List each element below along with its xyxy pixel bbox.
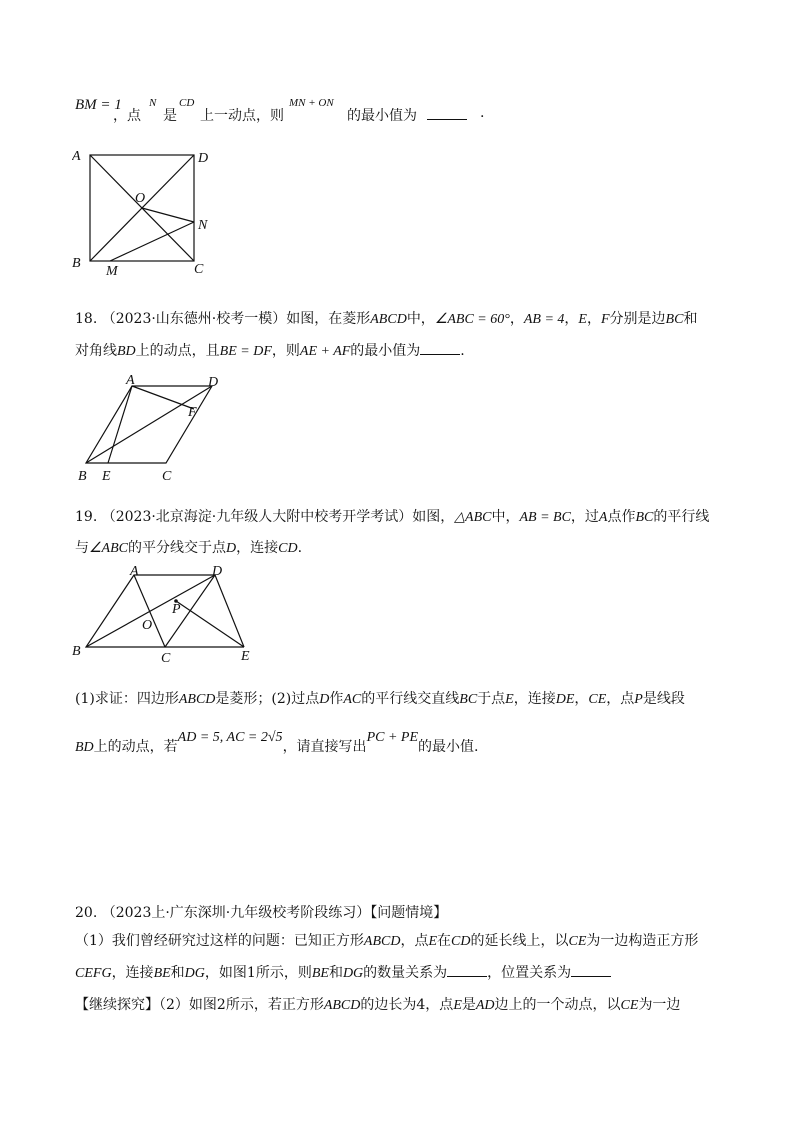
q19-part-text-6: ，连接 bbox=[513, 691, 556, 707]
q17-bm: BM = 1 bbox=[75, 97, 122, 113]
q20-text-2: ，点 bbox=[400, 933, 429, 949]
q17-label-d: D bbox=[198, 151, 209, 166]
q19-label-c: C bbox=[161, 651, 171, 663]
q18-be-df: BE = DF bbox=[219, 344, 272, 359]
q20-line4 bbox=[75, 994, 680, 1014]
q19-line2 bbox=[75, 537, 302, 557]
q19-angle: ∠ABC bbox=[89, 541, 128, 556]
q19-part-text-5: 于点 bbox=[477, 691, 506, 707]
q19-segment-de bbox=[215, 575, 244, 647]
q19-cd: CD bbox=[278, 541, 298, 556]
q20-abcd: ABCD bbox=[363, 934, 401, 949]
q20-ad: AD bbox=[475, 998, 495, 1013]
q19-ac: AC bbox=[343, 692, 362, 707]
q19-d2: D bbox=[319, 692, 330, 707]
q20-position-blank[interactable] bbox=[571, 962, 611, 977]
q18-number: 18. bbox=[75, 311, 98, 327]
q19-label-p: P bbox=[172, 602, 181, 617]
q20-number: 20. bbox=[75, 905, 98, 921]
q19-text-4: 点作 bbox=[607, 509, 636, 525]
q19-abcd: ABCD bbox=[178, 692, 216, 707]
q20-text-10: 的数量关系为 bbox=[363, 965, 448, 981]
q20-text-16: 为一边 bbox=[638, 997, 681, 1013]
q20-be: BE bbox=[153, 966, 171, 981]
q18-label-d: D bbox=[208, 375, 219, 390]
q17-label-b: B bbox=[72, 256, 81, 271]
q18-e: E bbox=[578, 312, 587, 327]
q19-pc-pe: PC + PE bbox=[366, 730, 419, 745]
q19-part-text-10: 上的动点，若 bbox=[93, 739, 178, 755]
q20-e: E bbox=[428, 934, 438, 949]
q19-text-9: . bbox=[297, 540, 303, 556]
q17-label-m: M bbox=[106, 264, 118, 275]
q20-text-14: 是 bbox=[461, 997, 476, 1013]
q19-part-text-1: (1)求证：四边形 bbox=[75, 691, 179, 707]
q19-condition: AD = 5, AC = 2√5 bbox=[177, 730, 283, 745]
q18-segment-af bbox=[132, 386, 194, 409]
q17-answer-blank[interactable] bbox=[427, 105, 467, 120]
q18-diagonal-bd bbox=[86, 386, 212, 463]
q20-line1 bbox=[75, 902, 447, 922]
q19-part-text-9: 是线段 bbox=[642, 691, 685, 707]
q18-text-4: 和 bbox=[683, 311, 698, 327]
q18-text-7: ，则 bbox=[271, 343, 300, 359]
q18-text-6: 上的动点，且 bbox=[135, 343, 220, 359]
q19-ab-bc: AB = BC bbox=[519, 510, 571, 525]
q18-text-8: 的最小值为 bbox=[350, 343, 421, 359]
q19-bc2: BC bbox=[459, 692, 478, 707]
q18-text-1: 如图，在菱形 bbox=[286, 311, 371, 327]
q19-figure bbox=[72, 563, 272, 663]
q18-line1 bbox=[75, 308, 697, 328]
q19-part-line1 bbox=[75, 688, 685, 708]
q19-label-o: O bbox=[142, 618, 153, 633]
q18-comma-2: ， bbox=[564, 311, 579, 327]
q17-comma-point: ，点 bbox=[113, 108, 141, 124]
q18-comma-1: ， bbox=[509, 311, 524, 327]
q20-text-7: 和 bbox=[170, 965, 185, 981]
q20-cefg: CEFG bbox=[75, 966, 112, 981]
q20-e2: E bbox=[453, 998, 462, 1013]
q19-e: E bbox=[505, 692, 514, 707]
q17-mn-on: MN + ON bbox=[289, 97, 334, 109]
q19-label-b: B bbox=[72, 644, 81, 659]
q20-text-13: 的边长为4，点 bbox=[360, 997, 454, 1013]
q19-part-text-11: ，请直接写出 bbox=[282, 739, 367, 755]
q20-quantity-blank[interactable] bbox=[447, 962, 487, 977]
q17-label-a: A bbox=[72, 149, 81, 164]
q19-text-3: ，过 bbox=[570, 509, 599, 525]
q20-ce: CE bbox=[568, 934, 587, 949]
q19-text-2: 中， bbox=[491, 509, 520, 525]
q18-bd: BD bbox=[117, 344, 136, 359]
q18-ab: AB = 4 bbox=[523, 312, 565, 327]
q18-period: . bbox=[460, 343, 465, 359]
q20-dg2: DG bbox=[342, 966, 364, 981]
q19-line1 bbox=[75, 506, 709, 526]
q17-label-n: N bbox=[198, 218, 208, 233]
q19-part-text-7: ， bbox=[574, 691, 589, 707]
q19-bd: BD bbox=[75, 740, 94, 755]
q20-text-11: ，位置关系为 bbox=[487, 965, 572, 981]
q18-line2 bbox=[75, 340, 465, 360]
q19-label-a: A bbox=[130, 564, 139, 579]
q20-dg: DG bbox=[184, 966, 205, 981]
q19-part-text-4: 的平行线交直线 bbox=[361, 691, 460, 707]
q19-part-text-12: 的最小值. bbox=[418, 739, 479, 755]
q19-d: D bbox=[226, 541, 237, 556]
q18-label-e: E bbox=[102, 469, 111, 482]
q18-bc: BC bbox=[665, 312, 684, 327]
q17-figure bbox=[72, 145, 232, 275]
q19-diagonal-bd bbox=[86, 575, 215, 647]
q18-figure bbox=[72, 372, 232, 482]
q19-text-7: 的平分线交于点 bbox=[128, 540, 226, 556]
q20-text-3: 在 bbox=[437, 933, 452, 949]
q17-min-text: 的最小值为 bbox=[347, 108, 417, 124]
q18-ae-af: AE + AF bbox=[299, 344, 351, 359]
q20-source: （2023上·广东深圳·九年级校考阶段练习）【问题情境】 bbox=[101, 905, 448, 921]
q18-label-a: A bbox=[126, 373, 135, 388]
q19-source: （2023·北京海淀·九年级人大附中校考开学考试） bbox=[101, 509, 413, 525]
q17-n: N bbox=[149, 97, 157, 109]
q20-ce2: CE bbox=[620, 998, 639, 1013]
q18-text-3: 分别是边 bbox=[609, 311, 666, 327]
q19-ce: CE bbox=[588, 692, 607, 707]
q17-cd: CD bbox=[179, 97, 195, 109]
q18-text-2: 中， bbox=[406, 311, 435, 327]
q19-text-1: 如图， bbox=[412, 509, 455, 525]
q17-label-c: C bbox=[194, 262, 204, 275]
q19-segment-pe bbox=[176, 601, 244, 647]
q18-source: （2023·山东德州·校考一模） bbox=[101, 311, 287, 327]
q20-text-9: 和 bbox=[328, 965, 343, 981]
q17-is: 是 bbox=[163, 108, 177, 124]
q20-line3 bbox=[75, 962, 611, 982]
q20-abcd2: ABCD bbox=[323, 998, 361, 1013]
q20-be2: BE bbox=[311, 966, 329, 981]
q19-text-6: 与 bbox=[75, 540, 89, 556]
q18-abcd: ABCD bbox=[370, 312, 407, 327]
q17-label-o: O bbox=[135, 191, 146, 206]
q18-angle: ∠ABC = 60° bbox=[434, 312, 510, 327]
q18-label-f: F bbox=[188, 405, 197, 420]
q18-comma-3: ， bbox=[586, 311, 601, 327]
q20-text-15: 边上的一个动点，以 bbox=[494, 997, 621, 1013]
q20-text-4: 的延长线上，以 bbox=[470, 933, 569, 949]
q19-triangle: △ABC bbox=[454, 510, 492, 525]
q19-de: DE bbox=[555, 692, 575, 707]
q19-part-text-2: 是菱形；(2)过点 bbox=[215, 691, 320, 707]
q19-number: 19. bbox=[75, 509, 98, 525]
q19-a: A bbox=[598, 510, 608, 525]
q19-label-d: D bbox=[212, 564, 223, 579]
q17-moving: 上一动点，则 bbox=[200, 108, 284, 124]
q19-p: P bbox=[634, 692, 643, 707]
q20-text-8: ，如图1所示，则 bbox=[204, 965, 312, 981]
q18-label-b: B bbox=[78, 469, 87, 482]
q19-text-5: 的平行线 bbox=[653, 509, 710, 525]
q17-period: . bbox=[480, 105, 485, 121]
q19-bc: BC bbox=[635, 510, 654, 525]
q19-part-text-3: 作 bbox=[329, 691, 344, 707]
q19-label-e: E bbox=[241, 649, 250, 663]
q18-text-5: 对角线 bbox=[75, 343, 117, 359]
q20-text-6: ，连接 bbox=[111, 965, 154, 981]
q19-text-8: ，连接 bbox=[236, 540, 279, 556]
q17-segment-on bbox=[142, 208, 194, 222]
q20-text-1: （1）我们曾经研究过这样的问题：已知正方形 bbox=[75, 933, 364, 949]
q20-line2 bbox=[75, 930, 698, 950]
q18-segment-ae bbox=[108, 386, 132, 463]
q19-part-text-8: ，点 bbox=[606, 691, 635, 707]
q20-text-12: 【继续探究】（2）如图2所示，若正方形 bbox=[75, 997, 324, 1013]
q20-cd: CD bbox=[451, 934, 471, 949]
q18-label-c: C bbox=[162, 469, 172, 482]
q19-part-line2 bbox=[75, 730, 479, 756]
q18-answer-blank[interactable] bbox=[420, 340, 460, 355]
q18-f: F bbox=[600, 312, 610, 327]
q20-text-5: 为一边构造正方形 bbox=[586, 933, 699, 949]
